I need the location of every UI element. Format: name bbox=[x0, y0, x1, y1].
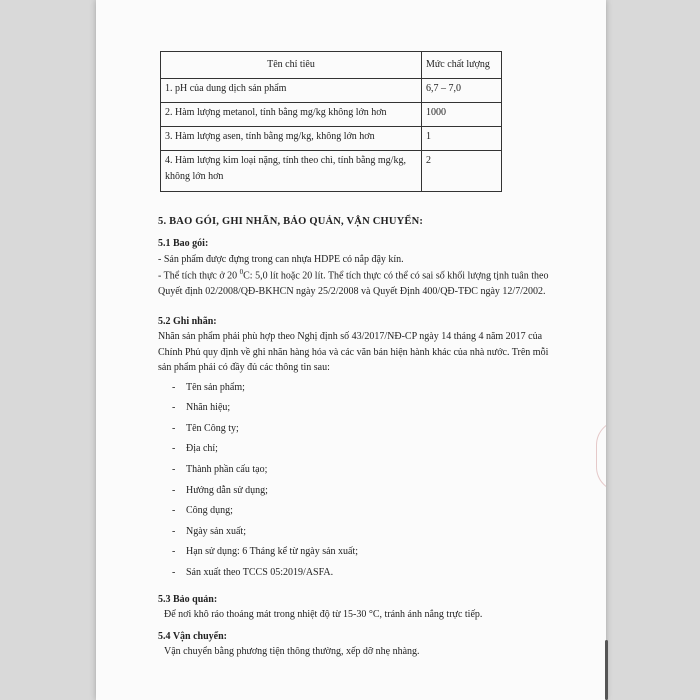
section-5-3-heading: 5.3 Bảo quản: bbox=[158, 593, 218, 605]
table-header-quality: Mức chất lượng bbox=[422, 52, 502, 79]
document-body bbox=[158, 51, 558, 660]
table-row bbox=[161, 127, 502, 151]
packaging-line-2-start: - Thể tích thực ở 20 bbox=[158, 270, 240, 282]
list-item: - Ngày sản xuất; bbox=[172, 524, 558, 545]
list-item: - Địa chỉ; bbox=[172, 441, 558, 462]
list-item: - Nhãn hiệu; bbox=[172, 400, 558, 421]
table-row bbox=[161, 151, 502, 192]
table-header-criteria: Tên chỉ tiêu bbox=[161, 52, 422, 79]
storage-paragraph: Để nơi khô ráo thoáng mát trong nhiệt độ từ 15-30 °C, tránh ánh nắng trực tiếp. bbox=[164, 609, 483, 621]
table-cell-value: 6,7 – 7,0 bbox=[422, 79, 502, 103]
list-item: - Hướng dẫn sử dụng; bbox=[172, 483, 558, 504]
table-cell-value: 1 bbox=[422, 127, 502, 151]
quality-table bbox=[160, 51, 502, 192]
packaging-line-2 bbox=[158, 267, 558, 299]
section-5-title: 5. BAO GÓI, GHI NHÃN, BẢO QUẢN, VẬN CHUYỂN: bbox=[158, 216, 424, 227]
list-item: - Tên sản phẩm; bbox=[172, 380, 558, 401]
list-item: - Tên Công ty; bbox=[172, 421, 558, 442]
transport-paragraph: Vận chuyển bằng phương tiện thông thường, xếp dỡ nhẹ nhàng. bbox=[164, 646, 420, 658]
table-cell-criteria: 2. Hàm lượng metanol, tính bằng mg/kg không lớn hơn bbox=[161, 103, 422, 127]
table-cell-criteria: 4. Hàm lượng kim loại nặng, tính theo chì, tính bằng mg/kg, không lớn hơn bbox=[161, 151, 422, 192]
list-item: - Công dụng; bbox=[172, 503, 558, 524]
labeling-paragraph: Nhãn sản phẩm phải phù hợp theo Nghị định số 43/2017/NĐ-CP ngày 14 tháng 4 năm 2017 của Chính Phủ quy định về ghi nhãn hàng hóa và các văn bản hiện hành khác của nhà nước. Trên mỗi sản phẩm phải có đầy đủ các thông tin sau: bbox=[158, 331, 549, 374]
list-item: - Hạn sử dụng: 6 Tháng kể từ ngày sản xuất; bbox=[172, 544, 558, 565]
section-5-1-heading: 5.1 Bao gói: bbox=[158, 238, 209, 250]
document-page bbox=[96, 0, 606, 700]
section-5-2-heading: 5.2 Ghi nhãn: bbox=[158, 315, 217, 327]
table-cell-criteria: 1. pH của dung dịch sản phẩm bbox=[161, 79, 422, 103]
table-cell-value: 1000 bbox=[422, 103, 502, 127]
packaging-line-2-end: C: 5,0 lít hoặc 20 lít. Thể tích thực có thể có sai số khối lượng tịnh tuân theo Quyết định 02/2008/QĐ-BKHCN ngày 25/2/2008 và Quyết Định 400/QĐ-TĐC ngày 12/7/2002. bbox=[158, 270, 549, 298]
scrollbar-thumb[interactable] bbox=[605, 640, 608, 700]
degree-superscript: 0 bbox=[239, 268, 244, 277]
label-info-list bbox=[158, 380, 558, 586]
table-header-row bbox=[161, 52, 502, 79]
stamp-mark bbox=[596, 420, 606, 492]
table-cell-criteria: 3. Hàm lượng asen, tính bằng mg/kg, không lớn hơn bbox=[161, 127, 422, 151]
table-cell-value: 2 bbox=[422, 151, 502, 192]
table-row bbox=[161, 79, 502, 103]
list-item: - Sản xuất theo TCCS 05:2019/ASFA. bbox=[172, 565, 558, 586]
table-row bbox=[161, 103, 502, 127]
section-5-4-heading: 5.4 Vận chuyển: bbox=[158, 630, 227, 642]
packaging-line-1: - Sản phẩm được đựng trong can nhựa HDPE có nắp đậy kín. bbox=[158, 253, 404, 265]
list-item: - Thành phần cấu tạo; bbox=[172, 462, 558, 483]
